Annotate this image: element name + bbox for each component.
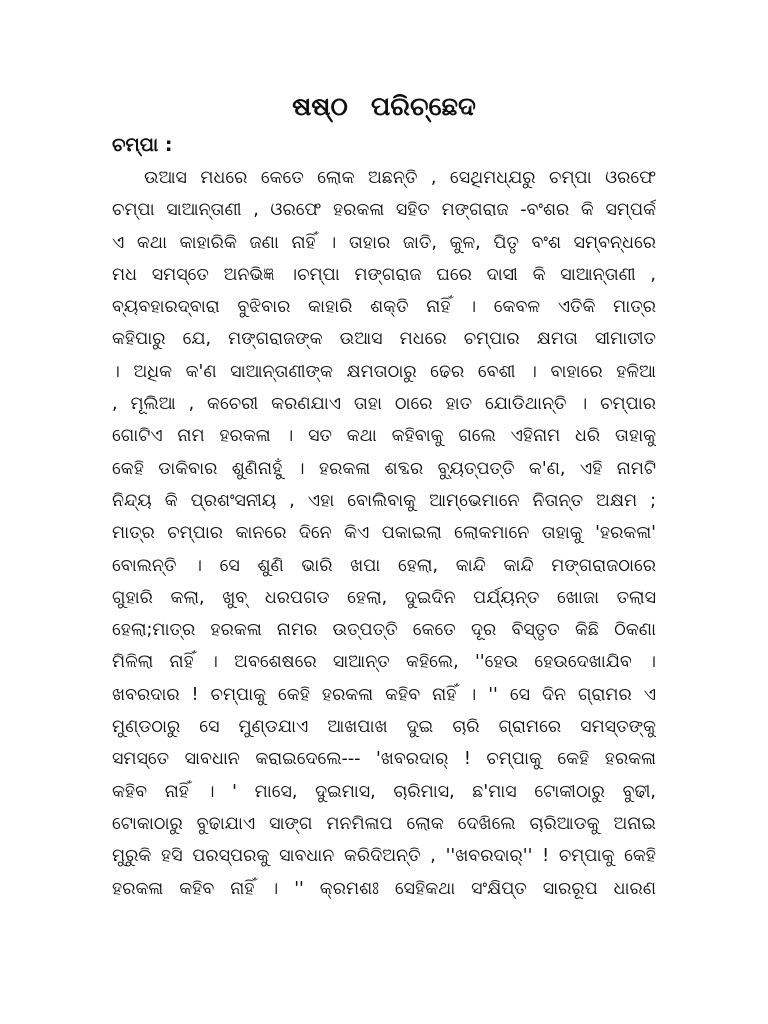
text-line: ଟୋକାଠାରୁ ବୁଢାଯାଏ ସାଙ୍ଗ ମନମିଳାପ ଲୋକ ଦେଖିଲେ ଚାରିଆଡକୁ ଅନାଇ — [112, 813, 656, 834]
text-line: କେହି ଡାକିବାର ଶୁଣିନାହୁଁ । ହରକଳା ଶବ୍ଦର ବ୍ୟୁତ୍ପତ୍ତି କ'ଣ, ଏହି ନାମଟି — [112, 458, 656, 479]
text-line: ମାତ୍ର ଚମ୍ପାର କାନରେ ଦିନେ କିଏ ପକାଇଲା ଲୋକମାନେ ତାହାକୁ 'ହରକଳା' — [112, 523, 656, 544]
text-line: ବୋଲନ୍ତି । ସେ ଶୁଣି ଭାରି ଖପା ହେଲା, କାନ୍ଦି କାନ୍ଦି ମଙ୍ଗରାଜଠାରେ — [112, 555, 656, 576]
text-line: । ଅଧିକ କ'ଣ ସାଆନ୍ତାଣୀଙ୍କ କ୍ଷମତାଠାରୁ ଢେର ବେଶୀ । ବାହାରେ ହଳିଆ — [112, 361, 656, 382]
text-line: ହରକଳା କହିବ ନାହିଁ । '' କ୍ରମଶଃ ସେହିକଥା ସଂକ୍ଷିପ୍ତ ସାରରୂପ ଧାରଣ — [112, 878, 656, 899]
text-line: ଏ କଥା କାହାରିକି ଜଣା ନାହିଁ । ତାହାର ଜାତି, କୁଳ, ପିତୃ ବଂଶ ସମ୍ବନ୍ଧରେ — [112, 232, 656, 253]
body-paragraph — [112, 162, 656, 905]
text-line: ନିନ୍ଦ୍ୟ କି ପ୍ରଶଂସନୀୟ , ଏହା ବୋଲିବାକୁ ଆମ୍ଭେମାନେ ନିତାନ୍ତ ଅକ୍ଷମ ; — [112, 490, 656, 511]
text-line: ଗୋଟିଏ ନାମ ହରକଳା । ସତ କଥା କହିବାକୁ ଗଲେ ଏହିନାମ ଧରି ତାହାକୁ — [112, 426, 656, 447]
text-line: ମୁରୁକି ହସି ପରସ୍ପରକୁ ସାବଧାନ କରିଦିଅନ୍ତି , ''ଖବରଦାର୍'' ! ଚମ୍ପାକୁ କେହି — [112, 846, 656, 867]
text-line: ମଧ ସମସ୍ତେ ଅନଭିଜ୍ଞ ।ଚମ୍ପା ମଙ୍ଗରାଜ ଘରେ ଦାସୀ କି ସାଆନ୍ତାଣୀ , — [112, 264, 656, 285]
text-line: ହେଲା;ମାତ୍ର ହରକଳା ନାମର ଉତ୍ପତ୍ତି କେତେ ଦୂର ବିସ୍ତୃତ କିଛି ଠିକଣା — [112, 620, 656, 641]
section-label: ଚମ୍ପା : — [112, 134, 173, 156]
text-line: ଚମ୍ପା ସାଆନ୍ତାଣୀ , ଓରଫେ ହରକଳା ସହିତ ମଙ୍ଗରାଜ -ବଂଶର କି ସମ୍ପର୍କ — [112, 200, 656, 221]
text-line: ଖବରଦାର ! ଚମ୍ପାକୁ କେହି ହରକଳା କହିବ ନାହିଁ । '' ସେ ଦିନ ଗ୍ରାମର ଏ — [112, 684, 656, 705]
text-line: ଗୁହାରି କଲା, ଖୁବ୍ ଧରପଗଡ ହେଲା, ଦୁଇଦିନ ପର୍ଯ୍ୟନ୍ତ ଖୋଜା ତଲାସ — [112, 587, 656, 608]
text-line: ମୁଣ୍ଡଠାରୁ ସେ ମୁଣ୍ଡଯାଏ ଆଖପାଖ ଦୁଇ ଚାରି ଗ୍ରାମରେ ସମସ୍ତଙ୍କୁ — [112, 717, 656, 738]
text-line: ବ୍ୟବହାରଦ୍ବାରା ବୁଝିବାର କାହାରି ଶକ୍ତି ନାହିଁ । କେବଳ ଏତିକି ମାତ୍ର — [112, 297, 656, 318]
text-line: ମିଳିଲା ନାହିଁ । ଅବଶେଷରେ ସାଆନ୍ତ କହିଲେ, ''ହେଉ ହେଉଦେଖାଯିବ । — [112, 652, 656, 673]
text-line: ସମସ୍ତେ ସାବଧାନ କରାଇଦେଲେ--- 'ଖବରଦାର୍ ! ଚମ୍ପାକୁ କେହି ହରକଳା — [112, 749, 656, 770]
text-line: କହିବ ନାହିଁ । ' ମାସେ, ଦୁଇମାସ, ଚାରିମାସ, ଛ'ମାସ ଟୋକୀଠାରୁ ବୁଢୀ, — [112, 781, 656, 802]
text-line: , ମୂଲିଆ , କଚେରୀ କରଣଯାଏ ତାହା ଠାରେ ହାତ ଯୋଡିଥାନ୍ତି । ଚମ୍ପାର — [112, 394, 656, 415]
chapter-title: ଷଷ୍ଠ ପରିଚ୍ଛେଦ — [292, 92, 476, 122]
text-line: କହିପାରୁ ଯେ, ମଙ୍ଗରାଜଙ୍କ ଉଆସ ମଧରେ ଚମ୍ପାର କ୍ଷମତା ସୀମାତୀତ — [112, 329, 656, 350]
text-line: ଉଆସ ମଧରେ କେତେ ଲୋକ ଅଛନ୍ତି , ସେଥିମଧ୍ଯରୁ ଚମ୍ପା ଓରଫେ — [144, 168, 656, 188]
